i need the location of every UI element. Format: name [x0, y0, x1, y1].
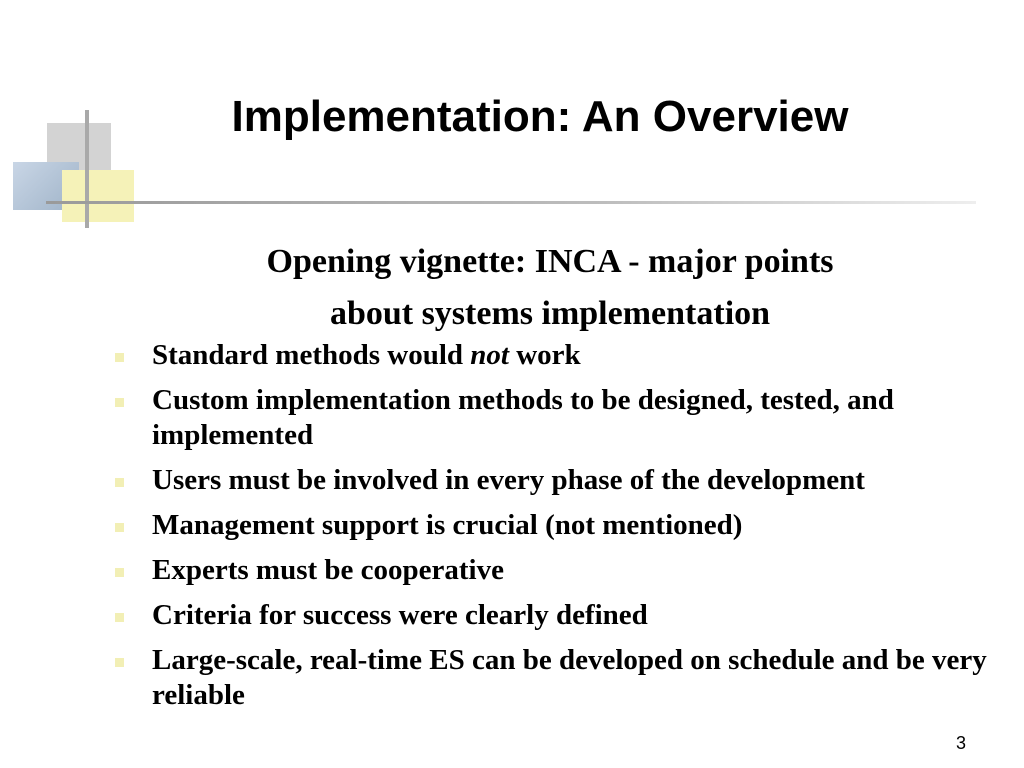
slide-subtitle — [0, 236, 1024, 340]
bullet-item — [110, 338, 1010, 373]
bullet-item — [110, 598, 1010, 633]
slide-title: Implementation: An Overview — [231, 92, 849, 141]
title-divider-line — [46, 201, 976, 204]
bullet-square-icon — [115, 523, 124, 532]
bullet-text: Custom implementation methods to be designed, tested, and implemented — [152, 384, 894, 451]
bullet-list — [110, 338, 1010, 723]
bullet-text: Management support is crucial (not mentioned) — [152, 509, 743, 541]
bullet-text-pre: Standard methods would — [152, 339, 471, 371]
subtitle-line-1: Opening vignette: INCA - major points — [266, 243, 834, 280]
bullet-text: Criteria for success were clearly defined — [152, 599, 648, 631]
bullet-item — [110, 643, 1010, 713]
bullet-square-icon — [115, 568, 124, 577]
bullet-text-post: work — [508, 339, 581, 371]
bullet-item — [110, 463, 1010, 498]
bullet-square-icon — [115, 613, 124, 622]
bullet-text: Users must be involved in every phase of the development — [152, 464, 865, 496]
bullet-item — [110, 553, 1010, 588]
bullet-square-icon — [115, 353, 124, 362]
bullet-item — [110, 508, 1010, 543]
bullet-text: Large-scale, real-time ES can be developed on schedule and be very reliable — [152, 644, 987, 711]
decor-yellow-square — [62, 170, 134, 222]
bullet-text-emphasis: not — [470, 339, 509, 371]
bullet-square-icon — [115, 658, 124, 667]
bullet-text: Experts must be cooperative — [152, 554, 504, 586]
bullet-square-icon — [115, 398, 124, 407]
bullet-item — [110, 383, 1010, 453]
bullet-square-icon — [115, 478, 124, 487]
page-number: 3 — [955, 733, 966, 753]
subtitle-line-2: about systems implementation — [329, 295, 771, 332]
